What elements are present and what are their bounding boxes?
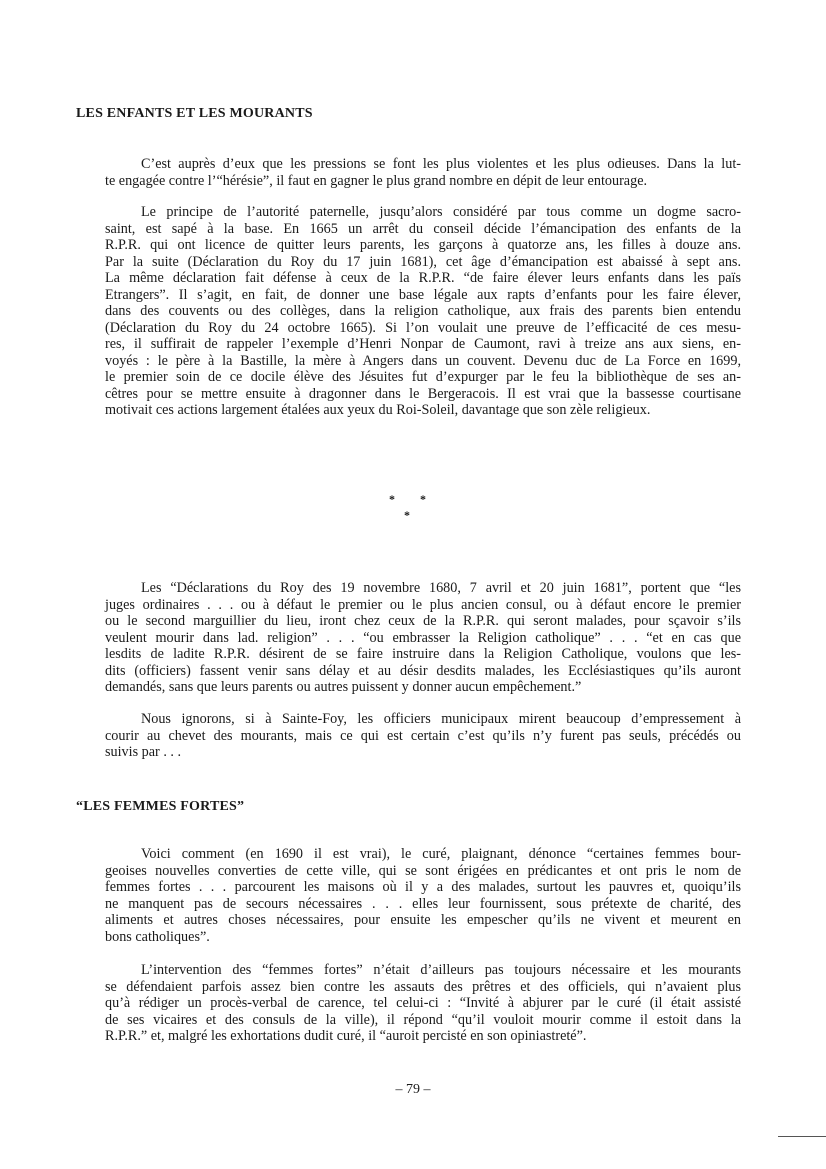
separator-star: * [420, 492, 426, 506]
text-line: courir au chevet des mourants, mais ce qui est certain c’est qu’ils n’y furent pas seuls, précédés ou [105, 727, 741, 744]
text-line: Par la suite (Déclaration du Roy du 17 juin 1681), cet âge d’émancipation est abaissé à sept ans. [105, 253, 741, 270]
text-line: saint, est sapé à la base. En 1665 un arrêt du conseil décide l’émancipation des enfants de la [105, 220, 741, 237]
page-number: – 79 – [395, 1082, 431, 1097]
text-line: Voici comment (en 1690 il est vrai), le curé, plaignant, dénonce “certaines femmes bour- [141, 846, 741, 862]
section-heading-femmes-fortes: “LES FEMMES FORTES” [76, 799, 245, 814]
text-line: demandés, sans que leurs parents ou autres puissent y donner aucun empêchement.” [105, 679, 582, 695]
text-line: Le principe de l’autorité paternelle, jusqu’alors considéré par tous comme un dogme sacro- [141, 204, 741, 220]
separator-star: * [389, 492, 395, 506]
text-line: juges ordinaires . . . ou à défaut le premier ou le plus ancien consul, ou à défaut encore le premier [105, 596, 741, 613]
paragraph-1 [105, 156, 741, 189]
text-line: voyés : le père à la Bastille, la mère à Angers dans un couvent. Devenu duc de La Force en 1699, [105, 352, 741, 369]
text-line: motivait ces actions largement étalées aux yeux du Roi-Soleil, davantage que son zèle religieux. [105, 402, 651, 418]
text-line: R.P.R. qui ont licence de quitter leurs parents, les garçons à quatorze ans, les filles à douze ans. [105, 237, 741, 253]
text-line: dans des couvents ou des collèges, dans la religion catholique, aux frais des parents bien entendu [105, 303, 741, 319]
text-line: C’est auprès d’eux que les pressions se font les plus violentes et les plus odieuses. Dans la lut- [141, 156, 741, 172]
text-line: R.P.R.” et, malgré les exhortations dudit curé, il “auroit percisté en son opiniastreté”. [105, 1028, 587, 1044]
text-line: (Déclaration du Roy du 24 octobre 1665). Si l’on voulait une preuve de l’efficacité de ces mesu- [105, 319, 741, 336]
text-line: lesdits de ladite R.P.R. désirent de se faire instruire dans la Religion Catholique, voulons que les- [105, 646, 741, 662]
text-line: Etrangers”. Il s’agit, en fait, de donner une base légale aux rapts d’enfants pour les faire élever, [105, 286, 741, 303]
section-separator [0, 492, 826, 522]
text-line: veulent mourir dans lad. religion” . . . “ou embrasser la Religion catholique” . . . “et en cas que [105, 629, 741, 646]
text-line: de ses vicaires et des consuls de la ville), il répond “qu’il vouloit mourir comme il estoit dans la [105, 1011, 741, 1028]
text-line: suivis par . . . [105, 744, 182, 760]
paragraph-2 [105, 204, 741, 419]
text-line: aliments et autres choses nécessaires, pour ensuite les empescher qu’ils ne vivent et meurent en [105, 912, 741, 928]
section-heading-enfants-mourants: LES ENFANTS ET LES MOURANTS [76, 106, 313, 121]
text-line: qu’à rédiger un procès-verbal de carence, tel celui-ci : “Invité à abjurer par le curé (il était assisté [105, 995, 741, 1011]
text-line: L’intervention des “femmes fortes” n’était d’ailleurs pas toujours nécessaire et les mourants [141, 962, 741, 978]
text-line: Les “Déclarations du Roy des 19 novembre 1680, 7 avril et 20 juin 1681”, portent que “les [141, 580, 741, 596]
scan-edge-mark [778, 1136, 826, 1137]
text-line: geoises nouvelles converties de cette ville, qui se sont érigées en prédicantes et ont pris le nom de [105, 862, 741, 879]
paragraph-4 [105, 711, 741, 761]
text-line: bons catholiques”. [105, 928, 210, 945]
text-line: La même déclaration fait défense à ceux de la R.P.R. “de faire élever leurs enfants dans les païs [105, 270, 741, 286]
text-line: ou le second marguillier du lieu, iront chez ceux de la R.P.R. qui seront malades, pour sçavoir s’ils [105, 613, 741, 629]
text-line: femmes fortes . . . parcourent les maisons où il y a des malades, surtout les pauvres et, quoiqu’ils [105, 879, 741, 895]
separator-star: * [404, 508, 410, 522]
text-line: res, il suffirait de rappeler l’exemple d’Henri Nonpar de Caumont, ravi à treize ans aux siens, en- [105, 336, 741, 352]
text-line: le premier soin de ce docile élève des Jésuites fut d’expurger par le feu la bibliothèque de ses an- [105, 369, 741, 385]
paragraph-6 [105, 962, 741, 1045]
text-line: se défendaient parfois assez bien contre les assauts des prêtres et des officiels, qui n’avaient plus [105, 978, 741, 995]
text-line: ne manquent pas de secours nécessaires . . . elles leur fournissent, sous prétexte de charité, des [105, 895, 741, 912]
text-line: te engagée contre l’“hérésie”, il faut en gagner le plus grand nombre en dépit de leur entourage. [105, 172, 648, 189]
paragraph-3 [105, 580, 741, 696]
text-line: dits (officiers) fassent venir sans délay et au désir desdits malades, les Ecclésiastiques qu’ils auront [105, 662, 741, 679]
text-line: cêtres pour se mettre ensuite à dragonner dans le Bergeracois. Il est vrai que la bassesse courtisane [105, 385, 741, 402]
text-line: Nous ignorons, si à Sainte-Foy, les officiers municipaux mirent beaucoup d’empressement à [141, 711, 741, 727]
paragraph-5 [105, 846, 741, 945]
